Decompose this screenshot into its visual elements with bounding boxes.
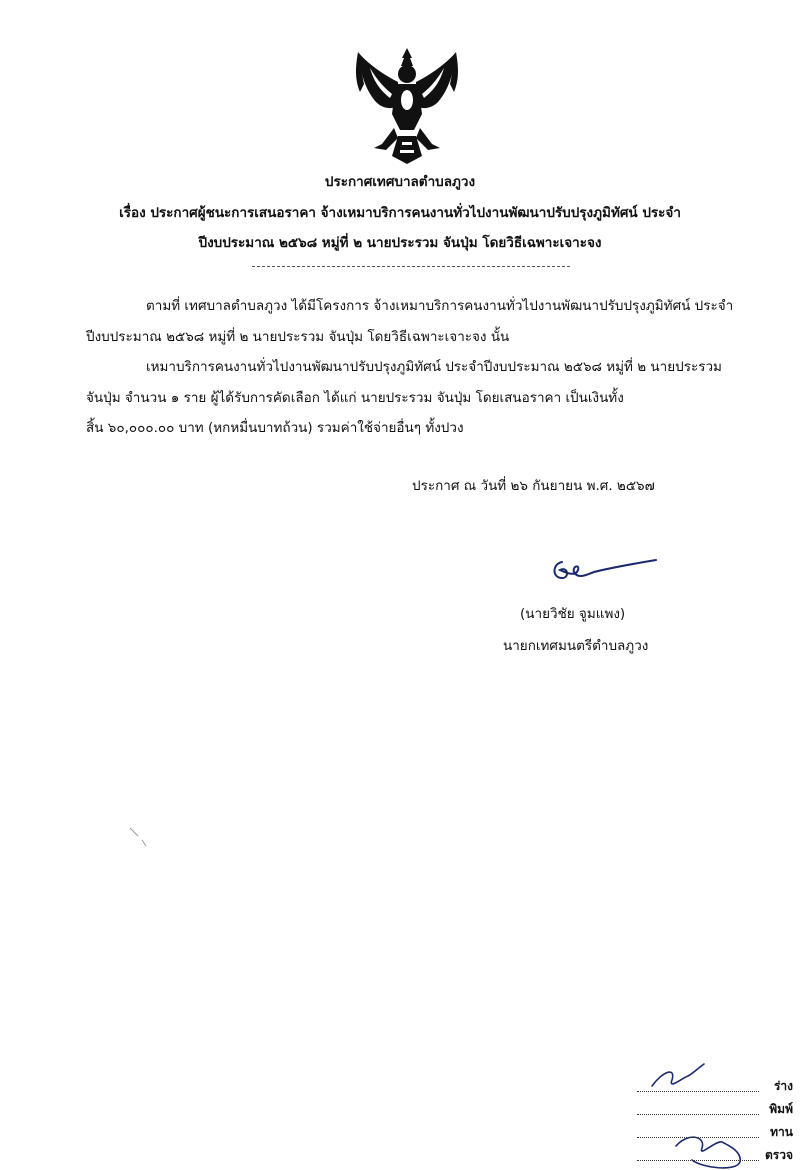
initials-label-reviewed: ทาน bbox=[770, 1125, 793, 1139]
dotted-line bbox=[637, 1091, 759, 1092]
initials-label-checked: ตรวจ bbox=[764, 1148, 793, 1162]
paragraph-1-line-2: ปีงบประมาณ ๒๕๖๘ หมู่ที่ ๒ นายประรวม จันปุ่ม โดยวิธีเฉพาะเจาะจง นั้น bbox=[86, 329, 510, 345]
initials-label-typed: พิมพ์ bbox=[769, 1102, 793, 1116]
garuda-emblem-icon bbox=[352, 44, 462, 168]
signature-icon bbox=[548, 552, 658, 588]
initials-row-reviewed bbox=[637, 1124, 793, 1142]
divider bbox=[252, 266, 570, 267]
paragraph-2-line-3: สิ้น ๖๐,๐๐๐.๐๐ บาท (หกหมื่นบาทถ้วน) รวมค่าใช้จ่ายอื่นๆ ทั้งปวง bbox=[86, 420, 464, 436]
paragraph-2-line-1: เหมาบริการคนงานทั่วไปงานพัฒนาปรับปรุงภูมิทัศน์ ประจำปีงบประมาณ ๒๕๖๘ หมู่ที่ ๒ นายประรวม bbox=[146, 359, 722, 375]
dotted-line bbox=[637, 1137, 759, 1138]
initials-row-drafted bbox=[637, 1078, 793, 1096]
initials-row-checked bbox=[637, 1147, 793, 1165]
initials-row-typed bbox=[637, 1101, 793, 1119]
scan-speck-icon bbox=[128, 826, 152, 850]
dotted-line bbox=[637, 1114, 759, 1115]
announce-date: ประกาศ ณ วันที่ ๒๖ กันยายน พ.ศ. ๒๕๖๗ bbox=[412, 478, 655, 494]
subject-line-2: ปีงบประมาณ ๒๕๖๘ หมู่ที่ ๒ นายประรวม จันปุ่ม โดยวิธีเฉพาะเจาะจง bbox=[198, 235, 602, 251]
subject-line-1: เรื่อง ประกาศผู้ชนะการเสนอราคา จ้างเหมาบริการคนงานทั่วไปงานพัฒนาปรับปรุงภูมิทัศน์ ประจำ bbox=[119, 205, 681, 221]
dotted-line bbox=[637, 1160, 759, 1161]
org-title: ประกาศเทศบาลตำบลภูวง bbox=[324, 174, 476, 190]
signatory-position: นายกเทศมนตรีตำบลภูวง bbox=[503, 638, 649, 654]
initials-label-drafted: ร่าง bbox=[773, 1079, 793, 1093]
paragraph-1-line-1: ตามที่ เทศบาลตำบลภูวง ได้มีโครงการ จ้างเหมาบริการคนงานทั่วไปงานพัฒนาปรับปรุงภูมิทัศน์ ประจำ bbox=[146, 298, 734, 314]
paragraph-2-line-2: จันปุ่ม จำนวน ๑ ราย ผู้ได้รับการคัดเลือก ได้แก่ นายประรวม จันปุ่ม โดยเสนอราคา เป็นเงินทั้ง bbox=[86, 390, 624, 406]
signatory-name: (นายวิชัย จูมแพง) bbox=[520, 606, 626, 622]
